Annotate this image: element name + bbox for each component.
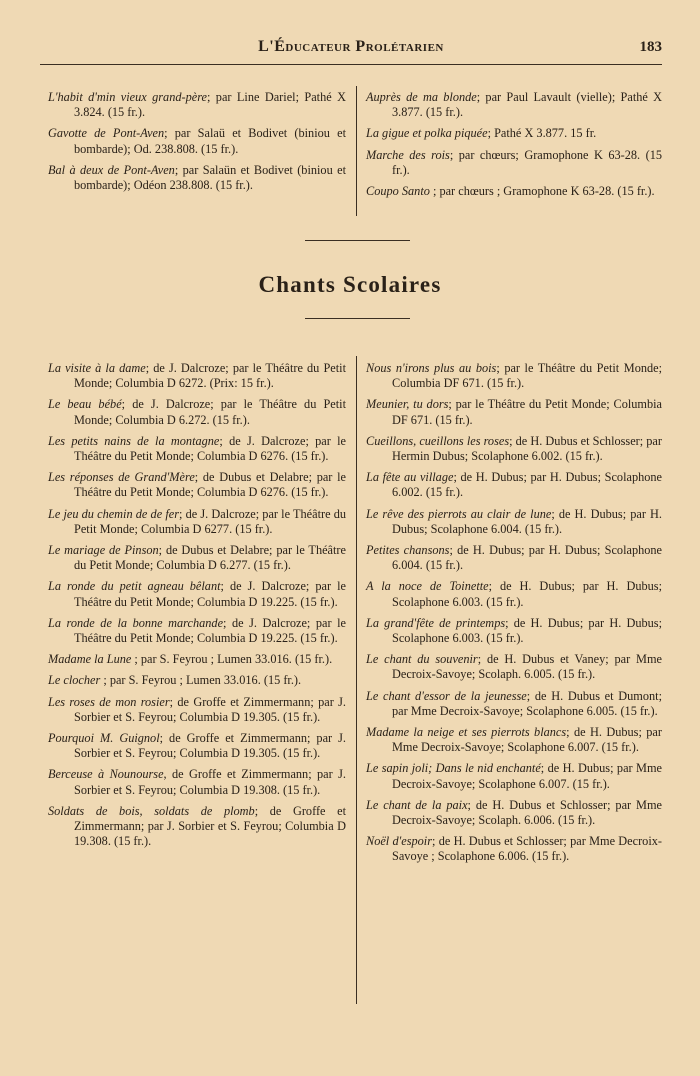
section-rule-upper	[305, 240, 410, 241]
record-entry	[366, 397, 662, 427]
record-entry	[366, 689, 662, 719]
record-title: La ronde du petit agneau bêlant	[48, 579, 221, 594]
record-entry	[48, 579, 346, 609]
record-details: ; de J. Dalcroze; par le Théâtre du Petit Monde; Columbia D 6276. (15 fr.).	[74, 433, 346, 464]
record-title: Berceuse à Nounourse	[48, 767, 164, 782]
record-entry	[48, 616, 346, 646]
record-title: Le jeu du chemin de de fer	[48, 506, 179, 521]
record-details: ; de H. Dubus et Dumont; par Mme Decroix-Savoye; Scolaphone 6.005. (15 fr.).	[392, 688, 662, 718]
record-entry	[366, 798, 662, 828]
record-entry	[366, 507, 662, 537]
record-entry	[48, 434, 346, 464]
record-details: ; de Groffe et Zimmermann; par J. Sorbier et S. Feyrou; Columbia D 19.308. (15 fr.).	[74, 803, 346, 849]
record-details: ; par chœurs ; Gramophone K 63-28. (15 fr.).	[429, 184, 655, 199]
record-entry	[366, 90, 662, 120]
record-title: Pourquoi M. Guignol	[48, 731, 160, 746]
record-entry	[48, 361, 346, 391]
record-title: La ronde de la bonne marchande	[48, 615, 224, 630]
record-title: La visite à la dame	[48, 361, 146, 375]
record-details: ; de H. Dubus; par H. Dubus; Scolaphone 6.004. (15 fr.).	[392, 543, 662, 573]
record-details: ; par Salaün et Bodivet (biniou et bombarde); Odéon 238.808. (15 fr.).	[74, 162, 346, 193]
record-details: , de Groffe et Zimmermann; par J. Sorbier et S. Feyrou; Columbia D 19.308. (15 fr.).	[74, 767, 346, 797]
record-entry	[48, 126, 346, 156]
record-entry	[366, 148, 662, 178]
top-column-divider	[356, 86, 357, 216]
record-details: ; Pathé X 3.877. 15 fr.	[487, 126, 597, 141]
record-title: Le beau bébé	[48, 397, 122, 412]
record-details: ; de H. Dubus; par Mme Decroix-Savoye; Scolaphone 6.007. (15 fr.).	[392, 761, 662, 791]
running-head	[40, 38, 662, 62]
record-entry	[48, 163, 346, 193]
record-title: Le mariage de Pinson	[48, 543, 159, 558]
record-details: ; de H. Dubus; par H. Dubus; Scolaphone 6.004. (15 fr.).	[392, 506, 662, 536]
record-details: ; par Salaü et Bodivet (biniou et bombarde); Od. 238.808. (15 fr.).	[74, 126, 346, 156]
record-details: ; de H. Dubus; par H. Dubus; Scolaphone 6.003. (15 fr.).	[392, 579, 662, 609]
record-entry	[48, 673, 346, 688]
record-title: Le clocher	[48, 673, 101, 688]
section-rule-lower	[305, 318, 410, 319]
record-entry	[366, 616, 662, 646]
record-title: Coupo Santo	[366, 184, 430, 199]
record-entry	[48, 90, 346, 120]
record-title: Le chant de la paix	[366, 797, 468, 812]
record-entry	[48, 652, 346, 667]
record-entry	[366, 579, 662, 609]
record-entry	[366, 470, 662, 500]
record-details: ; par Paul Lavault (vielle); Pathé X 3.877. (15 fr.).	[392, 90, 662, 120]
record-title: Cueillons, cueillons les roses	[366, 433, 510, 448]
record-entry	[48, 767, 346, 797]
record-details: ; de J. Dalcroze; par le Théâtre du Petit Monde; Columbia D 19.225. (15 fr.).	[74, 579, 346, 609]
header-rule	[40, 64, 662, 65]
record-title: Auprès de ma blonde	[366, 90, 477, 104]
record-title: Les réponses de Grand'Mère	[48, 470, 195, 485]
record-title: Meunier, tu dors	[366, 397, 449, 412]
record-details: ; par S. Feyrou ; Lumen 33.016. (15 fr.).	[131, 652, 333, 667]
record-title: Marche des rois	[366, 147, 450, 162]
record-details: ; de H. Dubus et Schlosser; par Mme Decroix-Savoye; Scolaph. 6.006. (15 fr.).	[392, 797, 662, 828]
record-details: ; de H. Dubus et Vaney; par Mme Decroix-Savoye; Scolaph. 6.005. (15 fr.).	[392, 652, 662, 682]
record-title: Nous n'irons plus au bois	[366, 361, 497, 375]
record-title: A la noce de Toinette	[366, 579, 489, 594]
record-details: ; de Groffe et Zimmermann; par J. Sorbier et S. Feyrou; Columbia D 19.305. (15 fr.).	[74, 694, 346, 724]
right-column	[366, 361, 662, 871]
record-entry	[48, 804, 346, 850]
section-title: Chants Scolaires	[258, 272, 442, 297]
record-title: Gavotte de Pont-Aven	[48, 126, 165, 141]
record-details: ; de H. Dubus; par H. Dubus; Scolaphone 6.002. (15 fr.).	[392, 470, 662, 500]
record-details: ; par chœurs; Gramophone K 63-28. (15 fr.).	[392, 147, 662, 177]
record-details: ; par le Théâtre du Petit Monde; Columbia DF 671. (15 fr.).	[392, 361, 663, 391]
record-entry	[366, 761, 662, 791]
record-title: Les petits nains de la montagne	[48, 433, 220, 448]
record-details: ; de J. Dalcroze; par le Théâtre du Petit Monde; Columbia D 6272. (Prix: 15 fr.).	[74, 361, 346, 391]
main-column-divider	[356, 356, 357, 1004]
record-entry	[366, 434, 662, 464]
record-entry	[48, 543, 346, 573]
record-entry	[48, 731, 346, 761]
record-title: Madame la neige et ses pierrots blancs	[366, 725, 567, 740]
record-title: Noël d'espoir	[366, 834, 433, 849]
record-entry	[366, 725, 662, 755]
record-details: ; de H. Dubus et Schlosser; par Mme Decroix-Savoye ; Scolaphone 6.006. (15 fr.).	[392, 834, 662, 864]
top-left-column	[48, 90, 346, 199]
record-title: Madame la Lune	[48, 652, 132, 667]
record-entry	[48, 397, 346, 427]
record-details: ; de Dubus et Delabre; par le Théâtre du Petit Monde; Columbia D 6.277. (15 fr.).	[74, 543, 346, 573]
record-title: La fête au village	[366, 470, 454, 485]
record-details: ; de J. Dalcroze; par le Théâtre du Petit Monde; Columbia D 6.272. (15 fr.).	[74, 397, 347, 427]
record-title: L'habit d'min vieux grand-père	[48, 90, 207, 104]
record-details: ; de H. Dubus; par H. Dubus; Scolaphone 6.003. (15 fr.).	[392, 615, 663, 646]
record-details: ; de Groffe et Zimmermann; par J. Sorbier et S. Feyrou; Columbia D 19.305. (15 fr.).	[74, 731, 346, 761]
record-title: La gigue et polka piquée	[366, 126, 488, 141]
record-entry	[366, 184, 662, 199]
record-title: Le chant d'essor de la jeunesse	[366, 688, 527, 703]
left-column	[48, 361, 346, 855]
record-title: Petites chansons	[366, 543, 450, 558]
record-title: Soldats de bois, soldats de plomb	[48, 803, 255, 818]
record-title: La grand'fête de printemps	[366, 615, 506, 630]
record-title: Le chant du souvenir	[366, 652, 478, 667]
journal-title: L'Éducateur Prolétarien	[258, 38, 444, 55]
record-title: Le rêve des pierrots au clair de lune	[366, 506, 552, 521]
record-details: ; de H. Dubus; par Mme Decroix-Savoye; Scolaphone 6.007. (15 fr.).	[392, 725, 662, 755]
record-entry	[48, 695, 346, 725]
record-details: ; de J. Dalcroze; par le Théâtre du Petit Monde; Columbia D 6277. (15 fr.).	[74, 506, 346, 536]
record-details: ; par le Théâtre du Petit Monde; Columbia DF 671. (15 fr.).	[392, 397, 662, 427]
record-entry	[366, 126, 662, 141]
record-entry	[366, 361, 662, 391]
page-number: 183	[639, 39, 662, 55]
record-title: Bal à deux de Pont-Aven	[48, 162, 175, 177]
record-details: ; par S. Feyrou ; Lumen 33.016. (15 fr.).	[100, 673, 302, 688]
record-details: ; de Dubus et Delabre; par le Théâtre du Petit Monde; Columbia D 6276. (15 fr.).	[74, 470, 346, 500]
record-entry	[366, 834, 662, 864]
record-details: ; de J. Dalcroze; par le Théâtre du Petit Monde; Columbia D 19.225. (15 fr.).	[74, 615, 346, 646]
record-entry	[366, 543, 662, 573]
record-entry	[366, 652, 662, 682]
record-details: ; de H. Dubus et Schlosser; par Hermin Dubus; Scolaphone 6.002. (15 fr.).	[392, 433, 662, 464]
record-entry	[48, 470, 346, 500]
record-title: Les roses de mon rosier	[48, 694, 170, 709]
record-entry	[48, 507, 346, 537]
record-title: Le sapin joli; Dans le nid enchanté	[366, 761, 541, 776]
record-details: ; par Line Dariel; Pathé X 3.824. (15 fr.).	[74, 90, 346, 120]
top-right-column	[366, 90, 662, 205]
